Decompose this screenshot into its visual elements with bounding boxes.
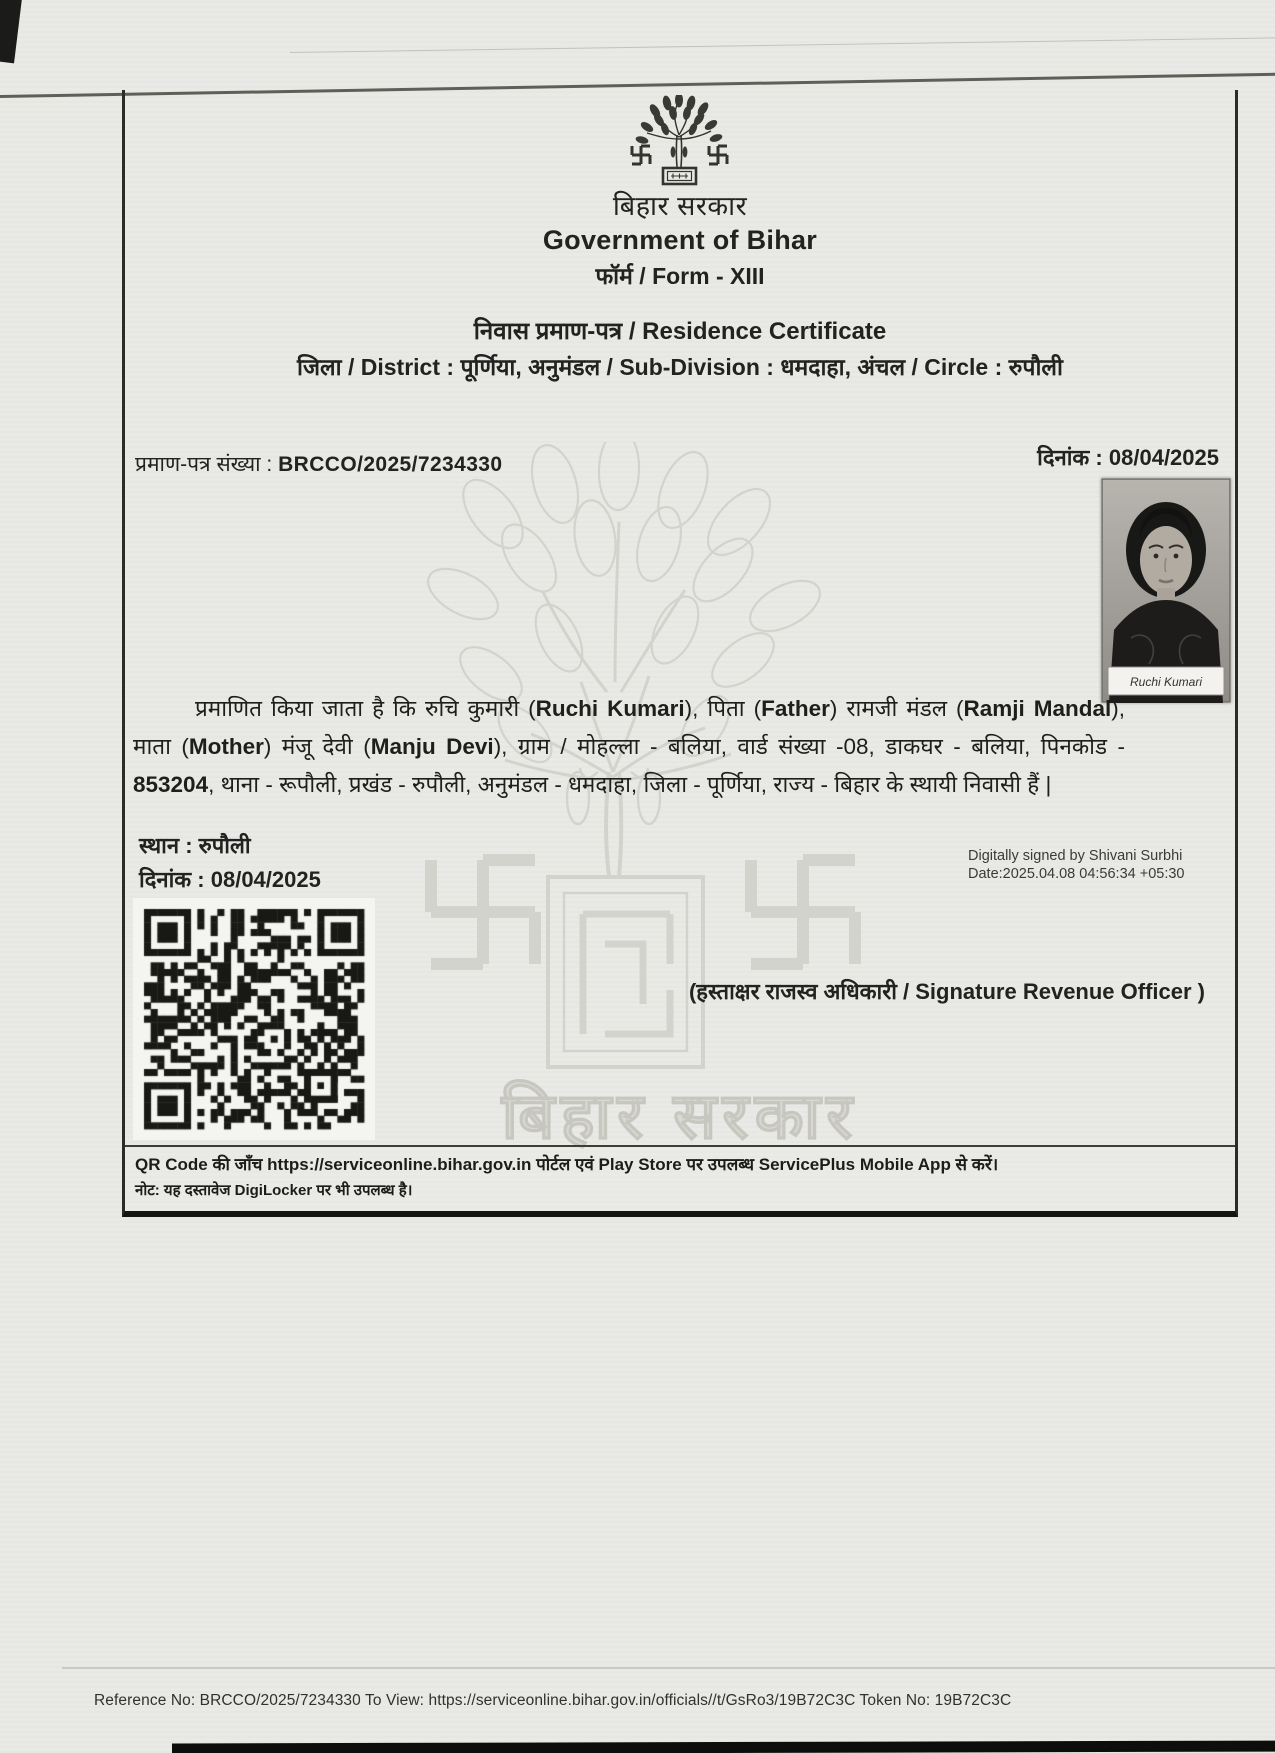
certificate-document bbox=[122, 90, 1238, 1217]
qr-note-line2: नोट: यह दस्तावेज DigiLocker पर भी उपलब्ध है। bbox=[135, 1182, 413, 1199]
scan-artifact-faint-line bbox=[290, 37, 1275, 53]
issue-date-line bbox=[1037, 442, 1219, 472]
qr-note-line1: QR Code की जाँच https://serviceonline.bihar.gov.in पोर्टल एवं Play Store पर उपलब्ध ServicePlus Mobile App से करें। bbox=[135, 1155, 999, 1174]
district-subdivision-circle-line: जिला / District : पूर्णिया, अनुमंडल / Sub-Division : धमदाहा, अंचल / Circle : रुपौली bbox=[297, 354, 1063, 380]
bihar-emblem bbox=[627, 95, 732, 187]
date-line: दिनांक : 08/04/2025 bbox=[139, 867, 321, 892]
certificate-number-value: BRCCO/2025/7234330 bbox=[278, 453, 503, 476]
certificate-body-text: प्रमाणित किया जाता है कि रुचि कुमारी (Ruchi Kumari), पिता (Father) रामजी मंडल (Ramji Mandal), माता (Mother) मंजू देवी (Manju Devi), ग्राम / मोहल्ला - बलिया, वार्ड संख्या -08, डाकघर - बलिया, पिनकोड - 853204, थाना - रूपौली, प्रखंड - रुपौली, अनुमंडल - धमदाहा, जिला - पूर्णिया, राज्य - बिहार के स्थायी निवासी हैं | bbox=[133, 696, 1126, 797]
digital-signature-line2: Date:2025.04.08 04:56:34 +05:30 bbox=[968, 865, 1185, 882]
footer-reference-line: Reference No: BRCCO/2025/7234330 To View: https://serviceonline.bihar.gov.in/officials//t/GsRo3/19B72C3C Token No: 19B72C3C bbox=[94, 1692, 1012, 1709]
watermark-text: बिहार सरकार bbox=[501, 1080, 859, 1152]
form-number-line: फॉर्म / Form - XIII bbox=[595, 263, 765, 289]
issue-date-value: 08/04/2025 bbox=[1108, 445, 1219, 470]
digital-signature-block bbox=[968, 848, 1184, 883]
place-line: स्थान : रुपौली bbox=[139, 833, 251, 858]
photo-name-caption: Ruchi Kumari bbox=[1129, 675, 1203, 689]
qr-note-box bbox=[125, 1145, 1235, 1211]
org-name-english: Government of Bihar bbox=[542, 225, 818, 255]
applicant-photo bbox=[1101, 478, 1231, 703]
revenue-officer-signature-line: (हस्ताक्षर राजस्व अधिकारी / Signature Revenue Officer ) bbox=[688, 979, 1205, 1004]
digital-signature-line1: Digitally signed by Shivani Surbhi bbox=[968, 848, 1183, 864]
scan-artifact-footer-rule bbox=[62, 1667, 1275, 1669]
qr-code bbox=[133, 898, 375, 1140]
org-name-hindi: बिहार सरकार bbox=[612, 191, 748, 221]
scan-artifact-corner bbox=[0, 0, 22, 63]
certificate-number-label: प्रमाण-पत्र संख्या : bbox=[135, 453, 273, 476]
issue-date-label: दिनांक : bbox=[1037, 445, 1103, 470]
certificate-title: निवास प्रमाण-पत्र / Residence Certificate bbox=[473, 318, 887, 345]
certificate-number-line bbox=[135, 450, 502, 478]
scan-artifact-bottom-strip bbox=[172, 1741, 1275, 1753]
